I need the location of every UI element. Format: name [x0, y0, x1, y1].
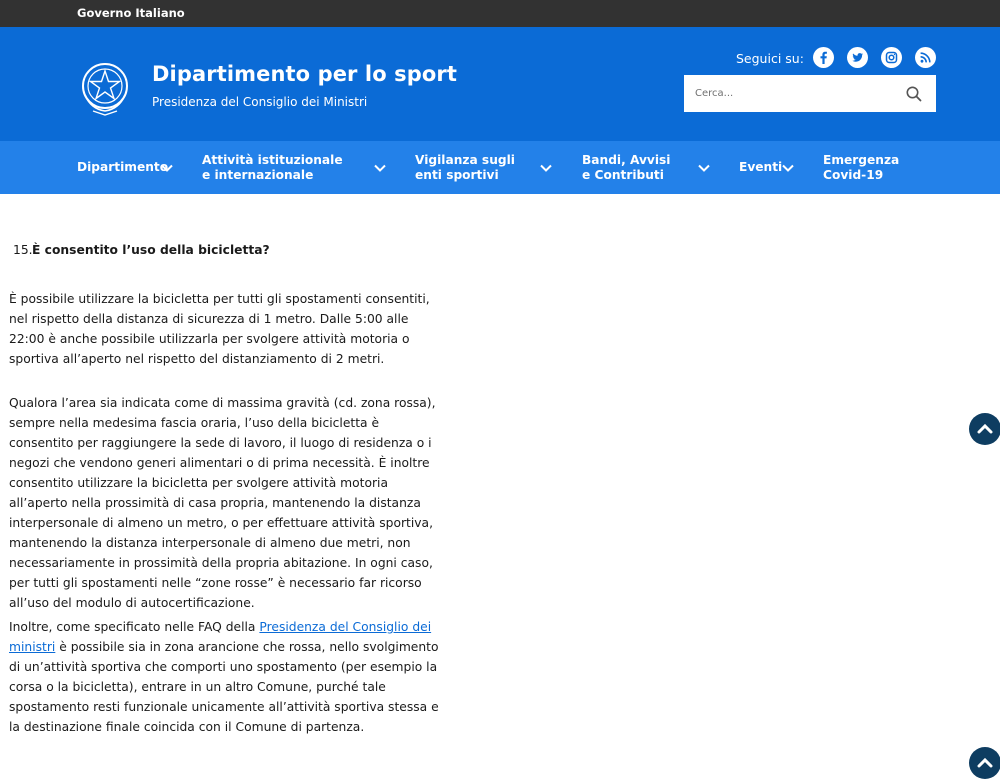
- instagram-icon[interactable]: [881, 47, 902, 68]
- main-navigation: [0, 141, 1000, 194]
- search-box: [684, 75, 936, 112]
- republic-emblem-icon: [79, 59, 131, 117]
- chevron-down-icon[interactable]: [539, 163, 553, 173]
- search-icon[interactable]: [904, 84, 924, 104]
- chevron-down-icon[interactable]: [697, 163, 711, 173]
- chevron-down-icon[interactable]: [160, 163, 174, 173]
- nav-item-bandi[interactable]: [582, 141, 682, 194]
- governo-italiano-link[interactable]: Governo Italiano: [77, 6, 185, 20]
- faq-answer-paragraph-1: È possibile utilizzare la bicicletta per tutti gli spostamenti consentiti, nel rispetto della distanza di sicurezza di 1 metro. Dalle 5:00 alle 22:00 è anche possibile utilizzarla per svolgere attività motoria o sportiva all’aperto nel rispetto del distanziamento di 2 metri.: [9, 292, 430, 366]
- chevron-down-icon[interactable]: [781, 163, 795, 173]
- presidenza-link[interactable]: Presidenza del Consiglio dei ministri: [9, 620, 432, 654]
- nav-item-vigilanza[interactable]: [415, 141, 535, 194]
- nav-item-label: Bandi, Avvisi e Contributi: [582, 152, 671, 182]
- nav-item-dipartimento[interactable]: [77, 141, 169, 194]
- site-subtitle: Presidenza del Consiglio dei Ministri: [152, 95, 368, 109]
- paragraph-text: è possibile sia in zona arancione che rossa, nello svolgimento di un’attività sportiva che comporti uno spostamento (per esempio la corsa o la bicicletta), entrare in un altro Comune, purché tale spostamento resti funzionale unicamente all’attività sportiva stessa e la destinazione finale coincida con il Comune di partenza.: [9, 640, 439, 734]
- faq-answer-paragraph-2: Qualora l’area sia indicata come di massima gravità (cd. zona rossa), sempre nella medesima fascia oraria, l’uso della bicicletta è consentito per raggiungere la sede di lavoro, il luogo di residenza o i negozi che vendono generi alimentari o di prima necessità. È inoltre consentito utilizzare la bicicletta per svolgere attività motoria all’aperto nella prossimità di casa propria, mantenendo la distanza interpersonale di almeno un metro, o per effettuare attività sportiva, mantenendo la distanza interpersonale di almeno due metri, non necessariamente in prossimità della propria abitazione. In ogni caso, per tutti gli spostamenti nelle “zone rosse” è necessario far ricorso all’uso del modulo di autocertificazione.: [9, 396, 436, 610]
- chevron-up-icon: [975, 753, 995, 773]
- site-title[interactable]: Dipartimento per lo sport: [152, 62, 458, 86]
- twitter-icon[interactable]: [847, 47, 868, 68]
- top-bar: [0, 0, 1000, 27]
- nav-item-label: Vigilanza sugli enti sportivi: [415, 152, 515, 182]
- follow-label: Seguici su:: [736, 51, 804, 66]
- faq-answer-paragraph-3: [9, 617, 439, 737]
- nav-item-attivita[interactable]: [202, 141, 352, 194]
- nav-item-eventi[interactable]: [739, 141, 784, 194]
- faq-question[interactable]: È consentito l’uso della bicicletta?: [32, 243, 270, 257]
- nav-item-label: Attività istituzionale e internazionale: [202, 152, 343, 182]
- nav-item-label: Eventi: [739, 160, 783, 174]
- facebook-icon[interactable]: [813, 47, 834, 68]
- faq-number: 15.: [13, 243, 33, 257]
- chevron-down-icon[interactable]: [373, 163, 387, 173]
- site-header: [0, 27, 1000, 141]
- nav-item-label: Dipartimento: [77, 160, 169, 174]
- paragraph-text: Inoltre, come specificato nelle FAQ della: [9, 620, 260, 634]
- nav-item-emergenza[interactable]: [823, 141, 913, 194]
- scroll-to-top-button[interactable]: [969, 747, 1000, 779]
- rss-icon[interactable]: [915, 47, 936, 68]
- scroll-to-top-button[interactable]: [969, 413, 1000, 445]
- nav-item-label: Emergenza Covid-19: [823, 152, 900, 182]
- chevron-up-icon: [975, 419, 995, 439]
- search-input[interactable]: [684, 75, 905, 112]
